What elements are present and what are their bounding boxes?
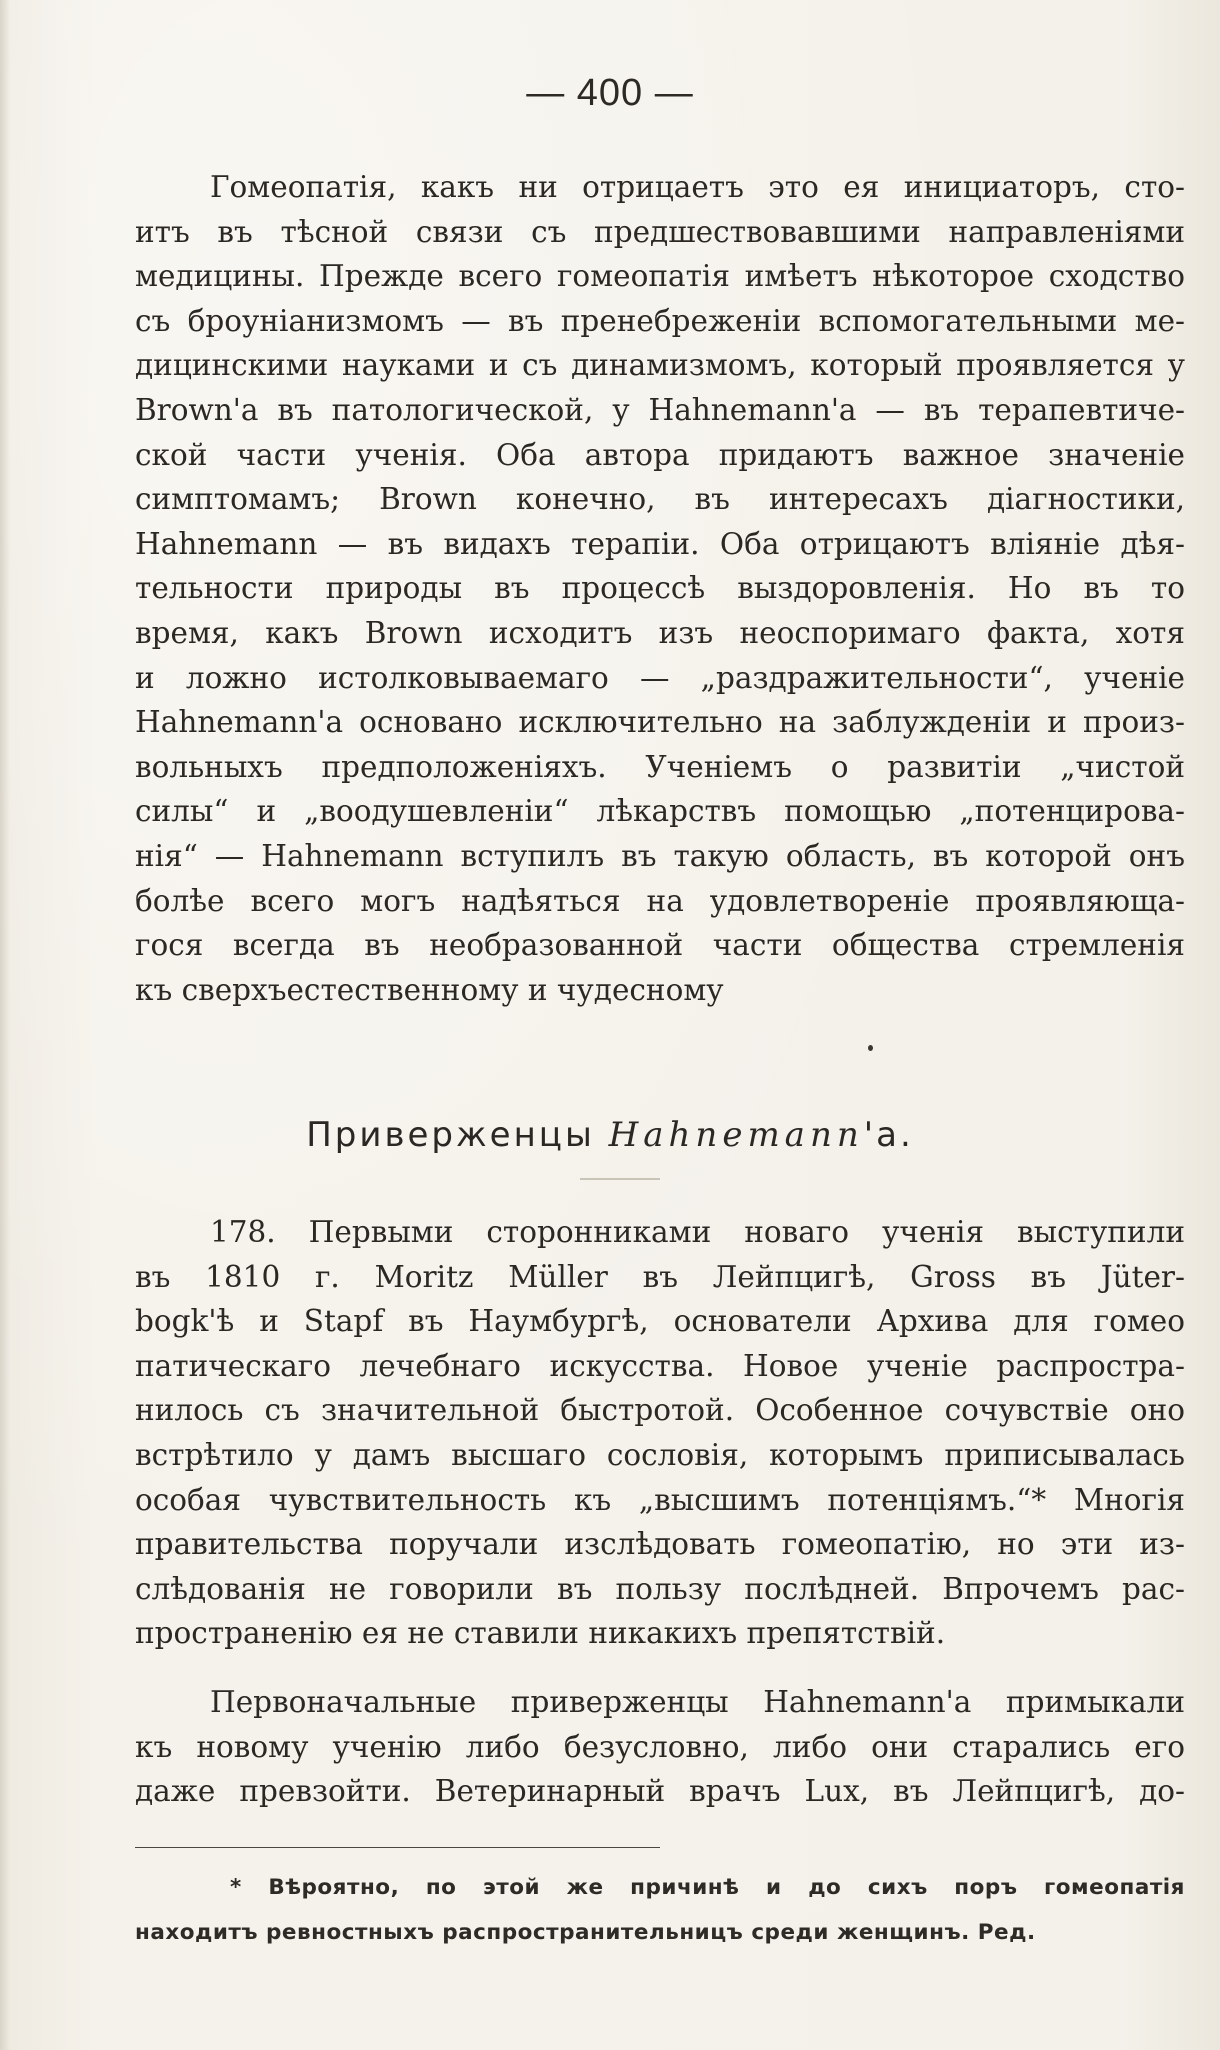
text-line: къ новому ученію либо безусловно, либо они старались его <box>135 1729 1185 1764</box>
text-line: даже превзойти. Ветеринарный врачъ Lux, въ Лейпцигѣ, до- <box>135 1774 1185 1809</box>
text-line: и ложно истолковываемаго — „раздражительности“, ученіе <box>135 660 1185 695</box>
page-number: — 400 — <box>526 72 694 114</box>
paragraph-followers <box>135 1680 1185 1814</box>
text-line: ской части ученія. Оба автора придаютъ важное значеніе <box>135 437 1185 472</box>
footnote-line: * Вѣроятно, по этой же причинѣ и до сихъ поръ гомеопатія <box>230 1875 1185 1900</box>
text-line: патическаго лечебнаго искусства. Новое ученіе распростра- <box>135 1348 1185 1383</box>
text-line: вольныхъ предположеніяхъ. Ученіемъ о развитіи „чистой <box>135 749 1185 784</box>
text-line: медицины. Прежде всего гомеопатія имѣетъ нѣкоторое сходство <box>135 259 1185 294</box>
text-line: особая чувствительность къ „высшимъ потенціямъ.“* Многія <box>135 1482 1185 1517</box>
section-heading <box>0 1115 1220 1155</box>
text-line: пространенію ея не ставили никакихъ препятствій. <box>135 1616 946 1651</box>
text-line: нія“ — Hahnemann вступилъ въ такую область, въ которой онъ <box>135 838 1185 873</box>
text-line: время, какъ Brown исходитъ изъ неоспоримаго факта, хотя <box>135 615 1185 650</box>
print-speck <box>868 1045 873 1051</box>
heading-divider <box>580 1178 660 1180</box>
text-line: нилось съ значительной быстротой. Особенное сочувствіе оно <box>135 1393 1185 1428</box>
footnote <box>135 1865 1185 1955</box>
paragraph-178 <box>135 1210 1185 1656</box>
heading-suffix: 'а. <box>863 1115 914 1155</box>
text-line: болѣе всего могъ надѣяться на удовлетвореніе проявляюща- <box>135 883 1185 918</box>
text-line: Brown'а въ патологической, у Hahnemann'а — въ терапевтиче- <box>135 392 1185 427</box>
text-line: Hahnemann'а основано исключительно на заблужденіи и произ- <box>135 705 1185 740</box>
text-line: силы“ и „воодушевленіи“ лѣкарствъ помощью „потенцирова- <box>135 794 1185 829</box>
text-line: симптомамъ; Brown конечно, въ интересахъ діагностики, <box>135 482 1185 517</box>
text-line: итъ въ тѣсной связи съ предшествовавшими направленіями <box>135 214 1185 249</box>
heading-name: Hahnemann <box>608 1115 864 1155</box>
text-line: къ сверхъестественному и чудесному <box>135 972 724 1007</box>
text-line: дицинскими науками и съ динамизмомъ, который проявляется у <box>135 348 1185 383</box>
text-line: Hahnemann — въ видахъ терапіи. Оба отрицаютъ вліяніе дѣя- <box>135 526 1185 561</box>
text-line: слѣдованія не говорили въ пользу послѣдней. Впрочемъ рас- <box>135 1571 1185 1606</box>
text-line: Первоначальные приверженцы Hahnemann'а примыкали <box>210 1685 1185 1719</box>
footnote-divider <box>135 1847 660 1848</box>
text-line: bogk'ѣ и Stapf въ Наумбургѣ, основатели Архива для гомео <box>135 1304 1185 1339</box>
footnote-line: находитъ ревностныхъ распространительницъ среди женщинъ. Ред. <box>135 1920 1036 1945</box>
text-line: 178. Первыми сторонниками новаго ученія выступили <box>210 1215 1185 1249</box>
text-line: въ 1810 г. Moritz Müller въ Лейпцигѣ, Gross въ Jüter- <box>135 1259 1185 1294</box>
text-line: правительства поручали изслѣдовать гомеопатію, но эти из- <box>135 1527 1185 1562</box>
text-line: Гомеопатія, какъ ни отрицаетъ это ея инициаторъ, сто- <box>210 170 1185 204</box>
text-line: встрѣтило у дамъ высшаго сословія, которымъ приписывалась <box>135 1437 1185 1472</box>
text-line: гося всегда въ необразованной части общества стремленія <box>135 928 1185 963</box>
text-line: тельности природы въ процессѣ выздоровленія. Но въ то <box>135 571 1185 606</box>
text-line: съ броуніанизмомъ — въ пренебреженіи вспомогательными ме- <box>135 303 1185 338</box>
heading-prefix: Приверженцы <box>306 1115 595 1155</box>
paragraph-gomeopathy <box>135 165 1185 1012</box>
page-gutter-shadow <box>0 0 10 2050</box>
